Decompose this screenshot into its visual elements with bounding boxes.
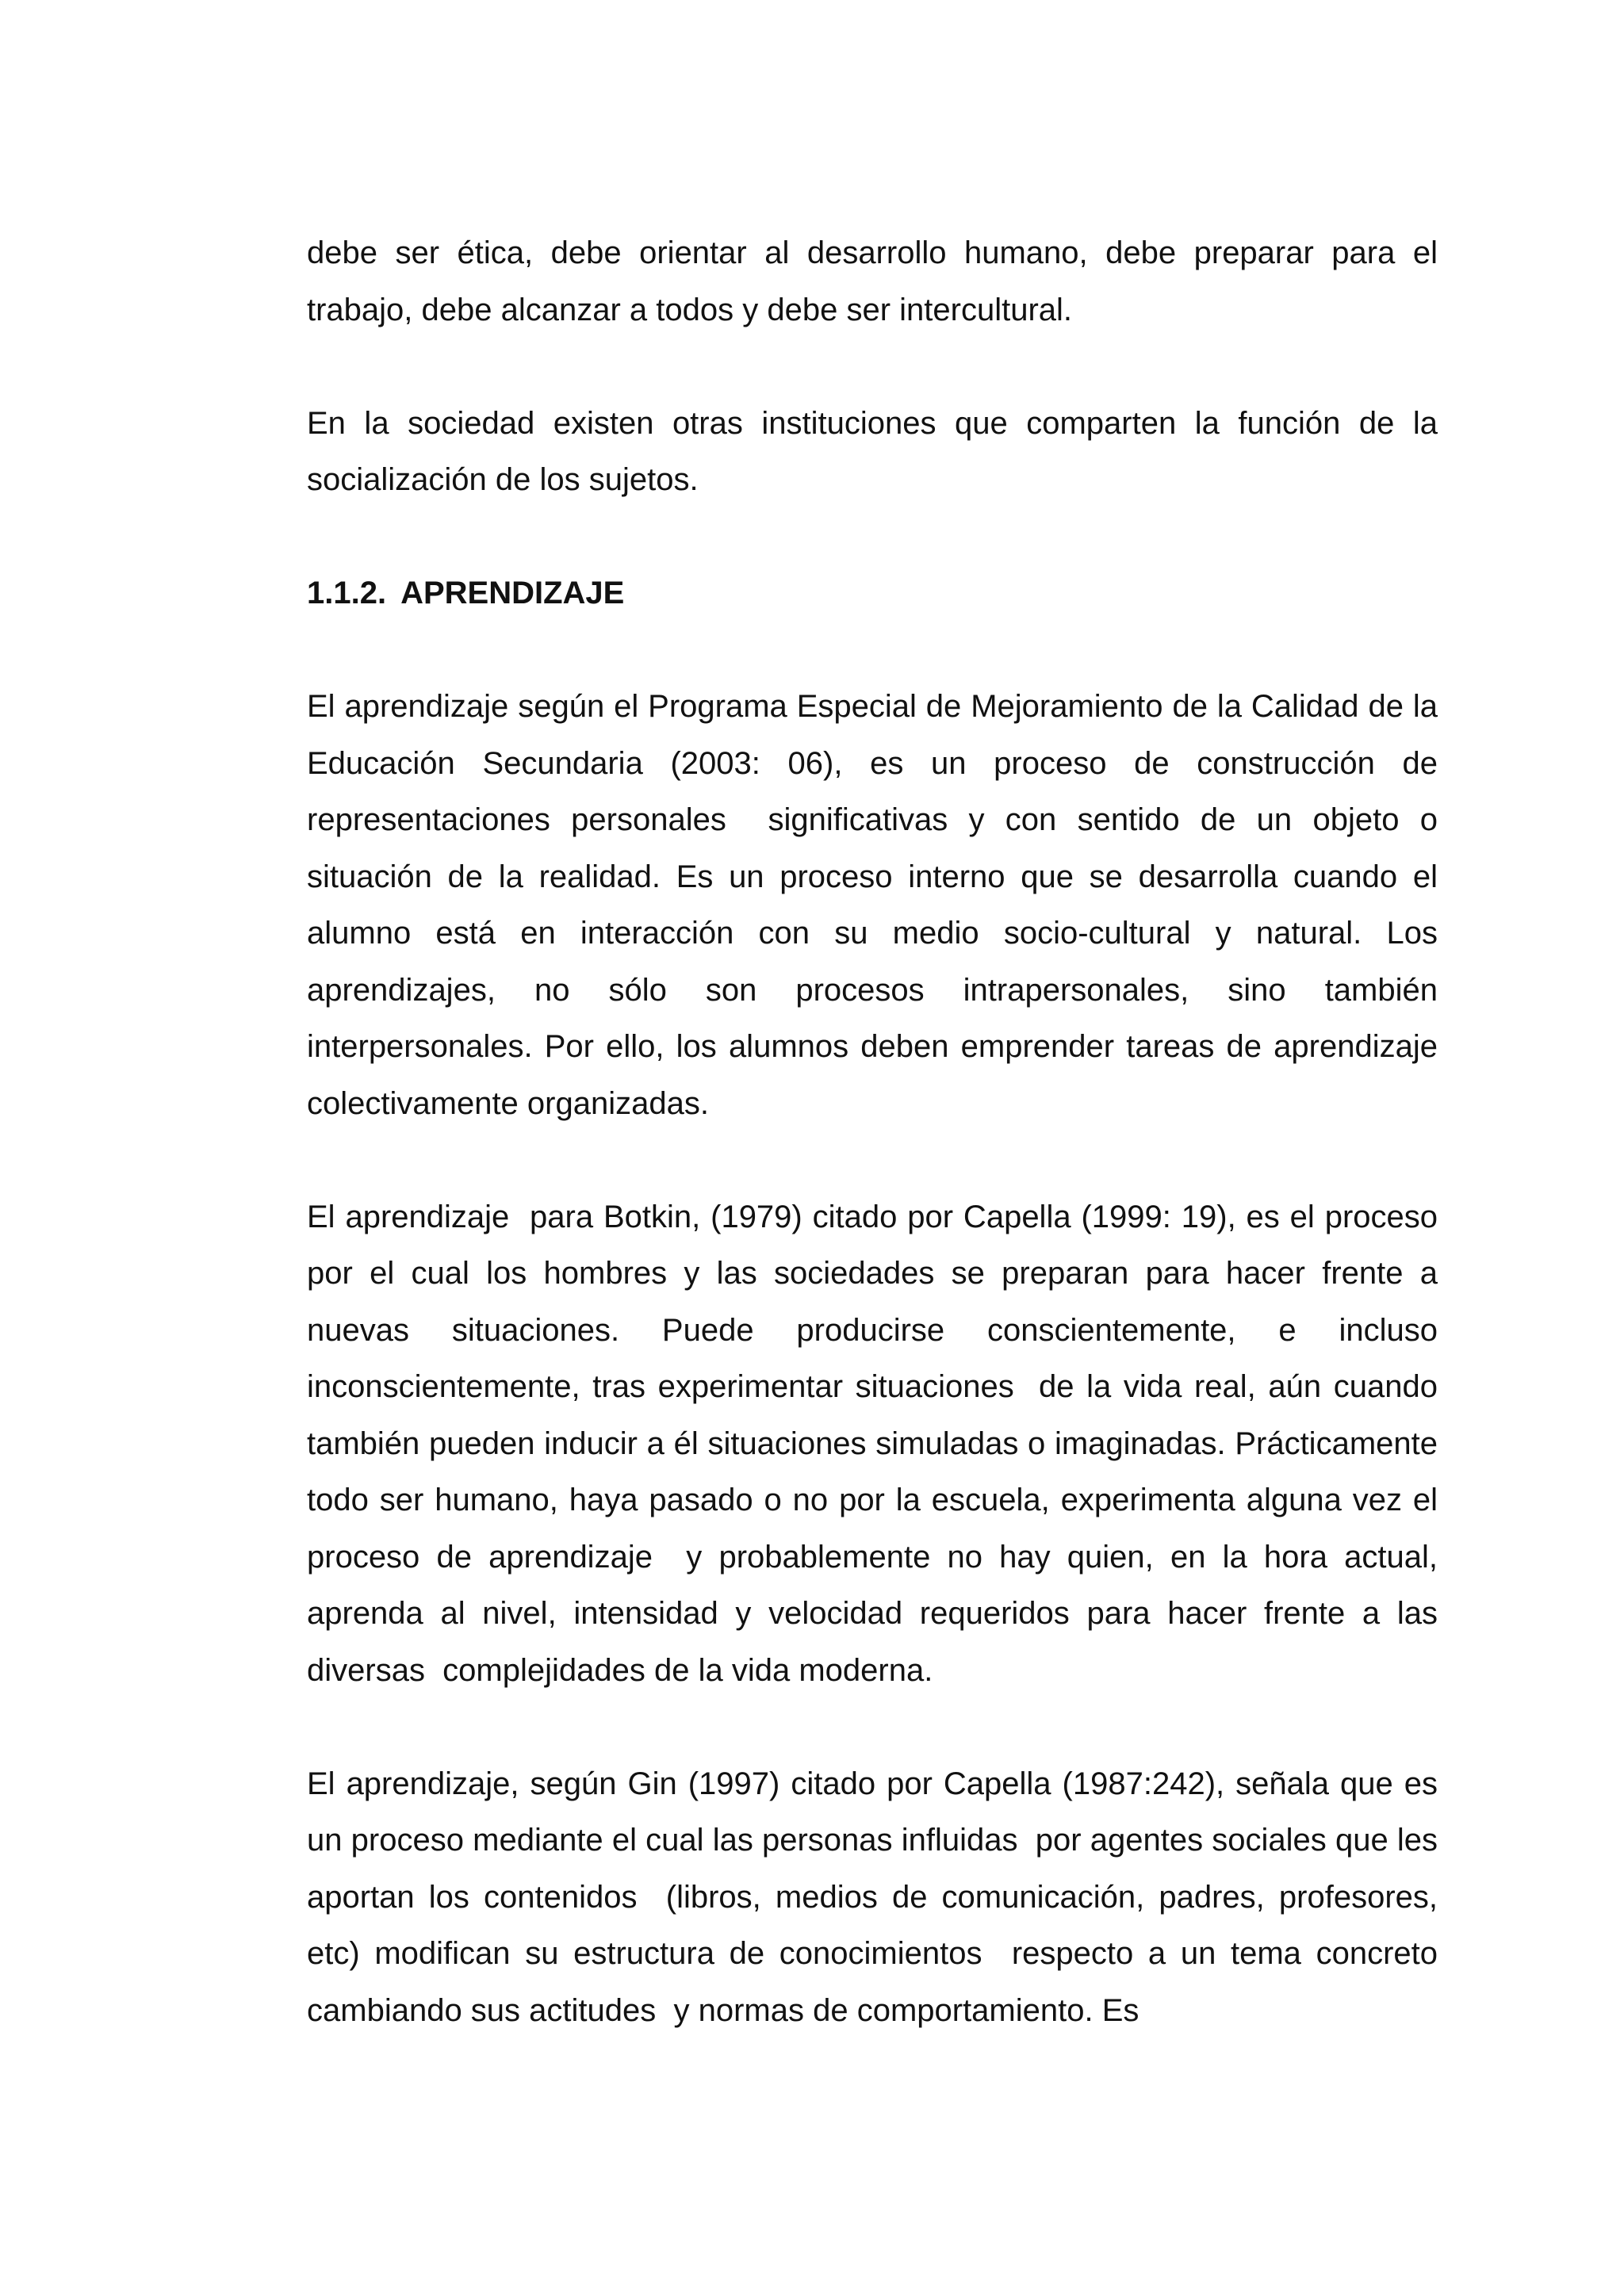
paragraph-botkin: El aprendizaje para Botkin, (1979) citado por Capella (1999: 19), es el proceso por el cual los hombres y las sociedades se preparan para hacer frente a nuevas situaciones. Puede producirse conscientemente, e incluso inconscientemente, tras experimentar situaciones de la vida real, aún cuando también pueden inducir a él situaciones simuladas o imaginadas. Prácticamente todo ser humano, haya pasado o no por la escuela, experimenta alguna vez el proceso de aprendizaje y probablemente no hay quien, en la hora actual, aprenda al nivel, intensidad y velocidad requeridos para hacer frente a las diversas complejidades de la vida moderna. [307,1199,1447,1688]
page-content [307,225,1447,2039]
paragraph-socialization: En la sociedad existen otras instituciones que comparten la función de la socialización de los sujetos. [307,405,1447,497]
paragraph-gin: El aprendizaje, según Gin (1997) citado por Capella (1987:242), señala que es un proceso mediante el cual las personas influidas por agentes sociales que les aportan los contenidos (libros, medios de comunicación, padres, profesores, etc) modifican su estructura de conocimientos respecto a un tema concreto cambiando sus actitudes y normas de comportamiento. Es [307,1766,1447,2028]
paragraph-continuation: debe ser ética, debe orientar al desarrollo humano, debe preparar para el trabajo, debe alcanzar a todos y debe ser intercultural. [307,235,1447,327]
section-heading [307,565,1438,622]
section-title: APRENDIZAJE [400,576,625,610]
section-number: 1.1.2. [307,576,387,610]
paragraph-programa-especial: El aprendizaje según el Programa Especial de Mejoramiento de la Calidad de la Educación Secundaria (2003: 06), es un proceso de construcción de representaciones personales significativas y con sentido de un objeto o situación de la realidad. Es un proceso interno que se desarrolla cuando el alumno está en interacción con su medio socio-cultural y natural. Los aprendizajes, no sólo son procesos intrapersonales, sino también interpersonales. Por ello, los alumnos deben emprender tareas de aprendizaje colectivamente organizadas. [307,689,1447,1121]
